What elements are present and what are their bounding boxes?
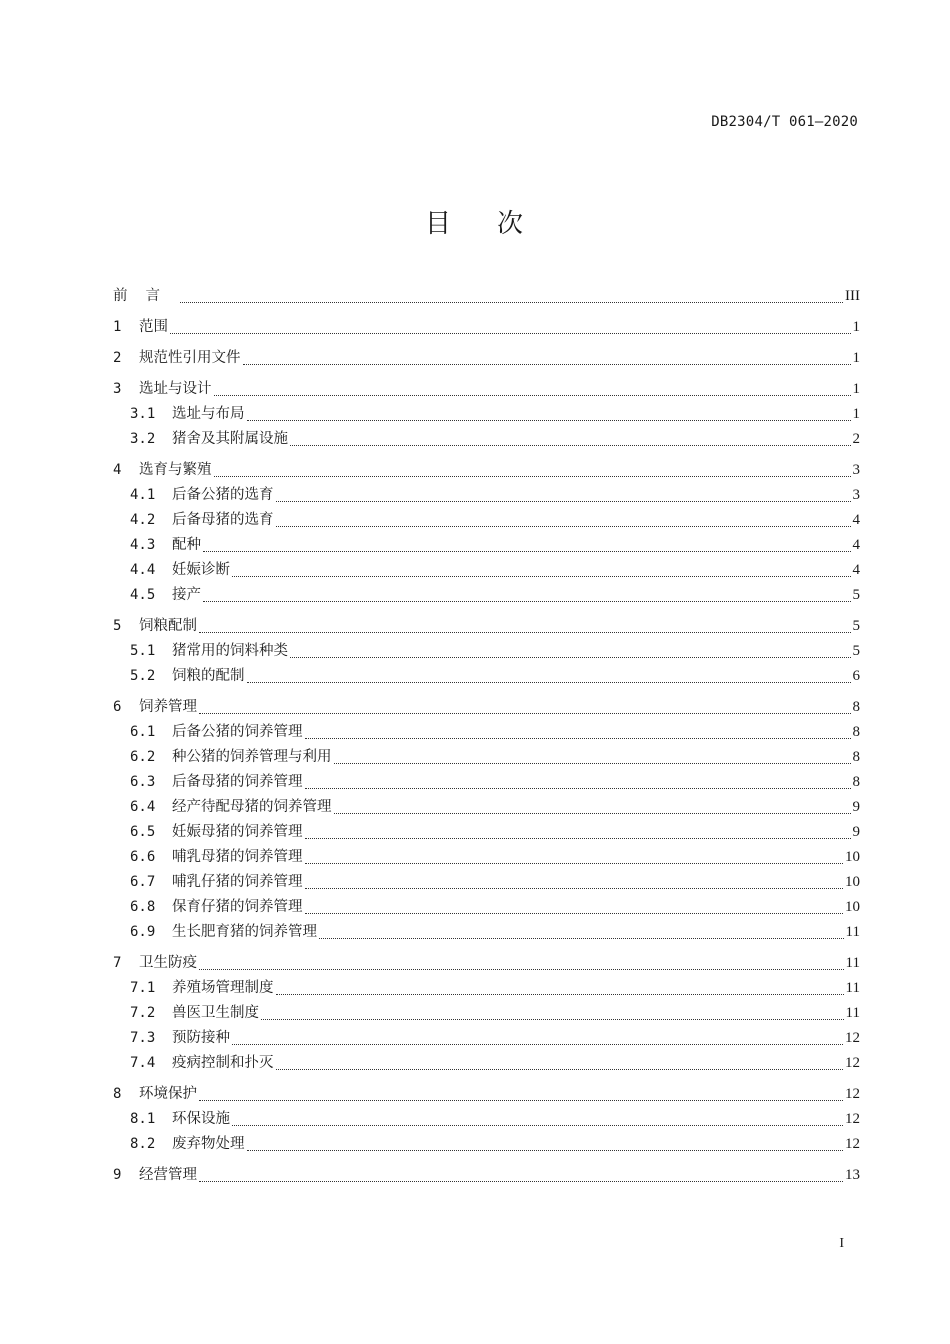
toc-entry-page: 11 [845,924,860,940]
toc-dot-leader [232,1044,843,1045]
toc-entry-page: 9 [852,824,860,840]
page-title-first-char: 目 [424,209,453,239]
toc-entry-page: 12 [845,1055,860,1071]
toc-entry-number: 7.1 [130,980,156,996]
page-title-second-char: 次 [497,209,526,239]
toc-chapter-entry[interactable] [113,458,860,483]
toc-entry-page: 12 [845,1086,860,1102]
toc-dot-leader [203,551,851,552]
toc-dot-leader [247,420,851,421]
toc-chapter-entry[interactable] [113,614,860,639]
toc-chapter-entry[interactable] [113,695,860,720]
toc-section-entry[interactable] [113,1026,860,1051]
toc-entry-number: 6.3 [130,774,156,790]
toc-entry-page: 1 [852,406,860,422]
toc-entry-label: 保育仔猪的饲养管理 [172,899,303,915]
toc-entry-page: 6 [852,668,860,684]
toc-dot-leader [232,576,851,577]
toc-entry-page: 8 [852,699,860,715]
toc-entry-number: 6 [113,699,122,715]
toc-entry-page: 12 [845,1136,860,1152]
toc-entry-label: 哺乳仔猪的饲养管理 [172,874,303,890]
toc-section-entry[interactable] [113,745,860,770]
toc-dot-leader [276,1069,844,1070]
toc-entry-number: 4 [113,462,122,478]
toc-entry-label: 选址与布局 [172,406,245,422]
toc-section-entry[interactable] [113,533,860,558]
toc-section-entry[interactable] [113,483,860,508]
toc-entry-page: 8 [852,774,860,790]
toc-entry-number: 8.1 [130,1111,156,1127]
toc-entry-number: 7.2 [130,1005,156,1021]
toc-entry-label: 生长肥育猪的饲养管理 [172,924,317,940]
toc-entry-label: 后备公猪的选育 [172,487,274,503]
toc-entry-number: 7.4 [130,1055,156,1071]
toc-section-entry[interactable] [113,639,860,664]
toc-entry-page: 13 [845,1167,860,1183]
toc-entry-number: 8.2 [130,1136,156,1152]
toc-entry-label: 选育与繁殖 [139,462,212,478]
toc-dot-leader [290,657,851,658]
toc-dot-leader [199,1100,843,1101]
toc-dot-leader [334,813,851,814]
toc-dot-leader [170,333,851,334]
toc-entry-page: 4 [852,562,860,578]
toc-chapter-entry[interactable] [113,377,860,402]
toc-section-entry[interactable] [113,664,860,689]
toc-chapter-entry[interactable] [113,1082,860,1107]
toc-dot-leader [305,888,844,889]
toc-section-entry[interactable] [113,870,860,895]
toc-entry-page: 12 [845,1030,860,1046]
toc-entry-label: 饲粮的配制 [172,668,245,684]
toc-entry-number: 4.3 [130,537,156,553]
toc-entry-label: 规范性引用文件 [139,350,241,366]
page-title [0,204,950,244]
toc-section-entry[interactable] [113,1132,860,1157]
document-code: DB2304/T 061—2020 [711,114,858,130]
toc-chapter-entry[interactable] [113,284,860,309]
toc-section-entry[interactable] [113,1001,860,1026]
toc-section-entry[interactable] [113,770,860,795]
toc-entry-number: 4.4 [130,562,156,578]
toc-dot-leader [199,969,844,970]
toc-entry-number: 8 [113,1086,122,1102]
toc-entry-page: 3 [852,462,860,478]
toc-dot-leader [214,476,851,477]
toc-section-entry[interactable] [113,558,860,583]
toc-entry-number: 6.1 [130,724,156,740]
toc-dot-leader [305,913,844,914]
toc-entry-page: 3 [852,487,860,503]
toc-entry-page: III [845,288,860,304]
toc-entry-page: 8 [852,724,860,740]
toc-entry-number: 6.2 [130,749,156,765]
toc-entry-label: 经产待配母猪的饲养管理 [172,799,332,815]
toc-entry-label: 兽医卫生制度 [172,1005,259,1021]
toc-entry-page: 11 [845,980,860,996]
toc-entry-page: 1 [852,319,860,335]
toc-entry-number: 6.4 [130,799,156,815]
toc-entry-label: 卫生防疫 [139,955,197,971]
toc-section-entry[interactable] [113,920,860,945]
toc-entry-page: 11 [845,1005,860,1021]
toc-entry-number: 9 [113,1167,122,1183]
toc-entry-page: 5 [852,618,860,634]
toc-entry-page: 1 [852,350,860,366]
toc-dot-leader [305,738,851,739]
toc-dot-leader [290,445,851,446]
toc-entry-label: 饲粮配制 [139,618,197,634]
toc-entry-page: 4 [852,512,860,528]
toc-section-entry[interactable] [113,795,860,820]
toc-dot-leader [276,994,844,995]
toc-entry-page: 10 [845,849,860,865]
toc-entry-page: 10 [845,874,860,890]
toc-entry-page: 9 [852,799,860,815]
toc-section-entry[interactable] [113,583,860,608]
toc-entry-number: 6.5 [130,824,156,840]
toc-entry-label: 接产 [172,587,201,603]
toc-dot-leader [334,763,851,764]
toc-entry-label: 环保设施 [172,1111,230,1127]
toc-section-entry[interactable] [113,1107,860,1132]
toc-dot-leader [199,632,851,633]
toc-entry-page: 5 [852,643,860,659]
toc-entry-label: 选址与设计 [139,381,212,397]
toc-entry-page: 10 [845,899,860,915]
toc-entry-label: 环境保护 [139,1086,197,1102]
toc-entry-number: 6.9 [130,924,156,940]
toc-section-entry[interactable] [113,845,860,870]
toc-dot-leader [214,395,851,396]
toc-section-entry[interactable] [113,402,860,427]
toc-entry-label: 猪舍及其附属设施 [172,431,288,447]
toc-dot-leader [247,1150,844,1151]
page-number: I [839,1236,844,1251]
toc-entry-label: 预防接种 [172,1030,230,1046]
toc-dot-leader [247,682,851,683]
toc-section-entry[interactable] [113,508,860,533]
toc-entry-label: 废弃物处理 [172,1136,245,1152]
toc-entry-label: 前言 [113,288,178,304]
toc-dot-leader [305,863,844,864]
toc-section-entry[interactable] [113,895,860,920]
toc-section-entry[interactable] [113,976,860,1001]
toc-entry-label: 妊娠诊断 [172,562,230,578]
toc-entry-page: 11 [845,955,860,971]
toc-entry-number: 5 [113,618,122,634]
toc-chapter-entry[interactable] [113,315,860,340]
toc-entry-number: 5.2 [130,668,156,684]
toc-dot-leader [305,788,851,789]
toc-entry-number: 7.3 [130,1030,156,1046]
toc-entry-label: 范围 [139,319,168,335]
toc-entry-label: 种公猪的饲养管理与利用 [172,749,332,765]
toc-chapter-entry[interactable] [113,1163,860,1188]
toc-dot-leader [199,1181,843,1182]
toc-dot-leader [319,938,844,939]
toc-dot-leader [180,302,843,303]
toc-entry-number: 6.7 [130,874,156,890]
toc-entry-label: 后备公猪的饲养管理 [172,724,303,740]
toc-entry-page: 12 [845,1111,860,1127]
toc-dot-leader [276,526,851,527]
toc-entry-label: 经营管理 [139,1167,197,1183]
toc-chapter-entry[interactable] [113,346,860,371]
toc-entry-number: 5.1 [130,643,156,659]
toc-dot-leader [261,1019,844,1020]
toc-entry-label: 疫病控制和扑灭 [172,1055,274,1071]
toc-chapter-entry[interactable] [113,951,860,976]
toc-section-entry[interactable] [113,820,860,845]
toc-entry-page: 2 [852,431,860,447]
toc-entry-number: 3 [113,381,122,397]
toc-entry-label: 妊娠母猪的饲养管理 [172,824,303,840]
toc-entry-number: 6.8 [130,899,156,915]
toc-entry-page: 1 [852,381,860,397]
table-of-contents [113,284,860,1188]
toc-entry-page: 5 [852,587,860,603]
toc-dot-leader [232,1125,843,1126]
toc-entry-page: 4 [852,537,860,553]
toc-dot-leader [199,713,851,714]
toc-entry-number: 2 [113,350,122,366]
toc-section-entry[interactable] [113,1051,860,1076]
toc-entry-number: 7 [113,955,122,971]
toc-dot-leader [276,501,851,502]
toc-entry-label: 哺乳母猪的饲养管理 [172,849,303,865]
toc-dot-leader [305,838,851,839]
toc-entry-number: 1 [113,319,122,335]
toc-entry-page: 8 [852,749,860,765]
toc-entry-label: 饲养管理 [139,699,197,715]
toc-entry-number: 3.1 [130,406,156,422]
toc-entry-number: 4.1 [130,487,156,503]
toc-entry-label: 养殖场管理制度 [172,980,274,996]
toc-entry-number: 6.6 [130,849,156,865]
toc-entry-number: 4.5 [130,587,156,603]
toc-dot-leader [203,601,851,602]
toc-entry-label: 后备母猪的饲养管理 [172,774,303,790]
toc-entry-number: 4.2 [130,512,156,528]
toc-entry-label: 配种 [172,537,201,553]
toc-section-entry[interactable] [113,720,860,745]
toc-entry-number: 3.2 [130,431,156,447]
toc-section-entry[interactable] [113,427,860,452]
toc-entry-label: 后备母猪的选育 [172,512,274,528]
toc-dot-leader [243,364,851,365]
toc-entry-label: 猪常用的饲料种类 [172,643,288,659]
